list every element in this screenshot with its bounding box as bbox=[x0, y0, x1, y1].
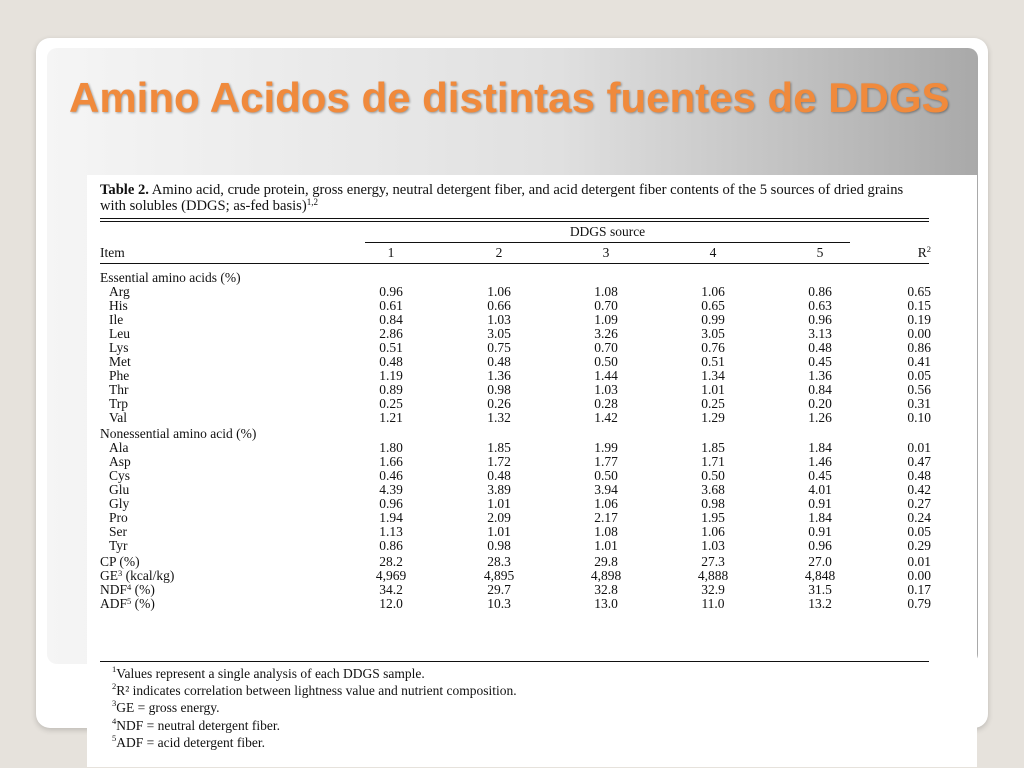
table-row-summary bbox=[100, 569, 929, 583]
table-cell: 0.91 bbox=[808, 524, 832, 539]
table-row bbox=[100, 455, 929, 469]
footnote-marker: 5 bbox=[112, 732, 117, 743]
table-cell: 0.26 bbox=[487, 396, 511, 411]
table-cell: 1.84 bbox=[808, 510, 832, 525]
table-cell: 0.47 bbox=[907, 454, 931, 469]
row-label bbox=[100, 583, 290, 597]
table-cell: 28.3 bbox=[487, 554, 511, 569]
table-cell: 1.71 bbox=[701, 454, 725, 469]
table-cell: 1.99 bbox=[594, 440, 618, 455]
table-cell: 1.84 bbox=[808, 440, 832, 455]
table-cell: 0.48 bbox=[487, 468, 511, 483]
row-label-unit: (%) bbox=[131, 596, 155, 611]
row-label: Tyr bbox=[109, 538, 128, 553]
table-cell: 1.36 bbox=[808, 368, 832, 383]
footnote bbox=[112, 665, 932, 682]
row-label: Phe bbox=[109, 368, 130, 383]
table-row bbox=[100, 299, 929, 313]
table-cell: 10.3 bbox=[487, 596, 511, 611]
table-cell: 0.48 bbox=[808, 340, 832, 355]
table-cell: 1.72 bbox=[487, 454, 511, 469]
table-cell: 0.65 bbox=[701, 298, 725, 313]
row-label: Trp bbox=[109, 396, 129, 411]
table-cell: 0.25 bbox=[379, 396, 403, 411]
header-source-2: 2 bbox=[495, 245, 503, 260]
table-cell: 0.20 bbox=[808, 396, 832, 411]
table-cell: 1.03 bbox=[701, 538, 725, 553]
table-cell: 0.98 bbox=[701, 496, 725, 511]
table-cell: 0.98 bbox=[487, 538, 511, 553]
table-row bbox=[100, 369, 929, 383]
footnote-marker: 2 bbox=[112, 681, 117, 692]
table-cell: 0.65 bbox=[907, 284, 931, 299]
table-row bbox=[100, 411, 929, 425]
footnote bbox=[112, 717, 932, 734]
row-label: Gly bbox=[109, 496, 130, 511]
table-cell: 0.05 bbox=[907, 524, 931, 539]
table-cell: 1.06 bbox=[594, 496, 618, 511]
table-cell: 27.3 bbox=[701, 554, 725, 569]
table-footnotes bbox=[112, 665, 932, 751]
table-cell: 4,895 bbox=[483, 568, 515, 583]
table-cell: 0.51 bbox=[701, 354, 725, 369]
table-cell: 0.00 bbox=[907, 326, 931, 341]
table-cell: 0.45 bbox=[808, 468, 832, 483]
table-cell: 1.21 bbox=[379, 410, 403, 425]
table-cell: 0.31 bbox=[907, 396, 931, 411]
row-label: Ile bbox=[109, 312, 124, 327]
table-row bbox=[100, 511, 929, 525]
table-cell: 0.70 bbox=[594, 298, 618, 313]
table-cell: 1.80 bbox=[379, 440, 403, 455]
row-label: Val bbox=[109, 410, 127, 425]
table-cell: 0.28 bbox=[594, 396, 618, 411]
table-cell: 0.63 bbox=[808, 298, 832, 313]
table-cell: 0.56 bbox=[907, 382, 931, 397]
table-cell: 0.48 bbox=[907, 468, 931, 483]
table-cell: 0.84 bbox=[808, 382, 832, 397]
table-cell: 13.0 bbox=[594, 596, 618, 611]
table-cell: 0.29 bbox=[907, 538, 931, 553]
section-essential-label: Essential amino acids (%) bbox=[100, 270, 241, 285]
table-cell: 0.19 bbox=[907, 312, 931, 327]
table-cell: 1.01 bbox=[487, 496, 511, 511]
table-cell: 3.26 bbox=[594, 326, 618, 341]
table-cell: 1.13 bbox=[379, 524, 403, 539]
table-cell: 12.0 bbox=[379, 596, 403, 611]
ddgs-source-spanner: DDGS source bbox=[569, 224, 646, 239]
table-cell: 0.86 bbox=[379, 538, 403, 553]
table-caption-sup: 1,2 bbox=[306, 197, 318, 207]
footnote-text: GE = gross energy. bbox=[116, 700, 220, 716]
spanner-rule bbox=[365, 242, 850, 243]
table-cell: 0.98 bbox=[487, 382, 511, 397]
row-label-text: NDF bbox=[100, 582, 128, 597]
table-cell: 1.66 bbox=[379, 454, 403, 469]
table-cell: 1.08 bbox=[594, 524, 618, 539]
table-cell: 0.00 bbox=[907, 568, 931, 583]
table-row-summary bbox=[100, 583, 929, 597]
table-cell: 2.09 bbox=[487, 510, 511, 525]
slide-title: Amino Acidos de distintas fuentes de DDGS bbox=[69, 74, 950, 121]
table-cell: 1.06 bbox=[701, 284, 725, 299]
table-cell: 0.89 bbox=[379, 382, 403, 397]
row-label: Met bbox=[109, 354, 131, 369]
table-cell: 0.17 bbox=[907, 582, 931, 597]
table-cell: 1.06 bbox=[487, 284, 511, 299]
footnote-marker: 1 bbox=[112, 664, 117, 674]
table-row bbox=[100, 497, 929, 511]
table-cell: 1.19 bbox=[379, 368, 403, 383]
table-cell: 3.68 bbox=[701, 482, 725, 497]
row-label: Leu bbox=[109, 326, 130, 341]
table-cell: 1.34 bbox=[701, 368, 725, 383]
table-cell: 28.2 bbox=[379, 554, 403, 569]
table-cell: 0.48 bbox=[379, 354, 403, 369]
row-label-unit: (kcal/kg) bbox=[122, 568, 175, 583]
table-cell: 4.01 bbox=[808, 482, 832, 497]
section-nonessential-label: Nonessential amino acid (%) bbox=[100, 426, 257, 441]
table-cell: 29.7 bbox=[487, 582, 511, 597]
row-label: Asp bbox=[109, 454, 131, 469]
row-label: Ser bbox=[109, 524, 127, 539]
table-row-summary bbox=[100, 555, 929, 569]
table-cell: 1.06 bbox=[701, 524, 725, 539]
table-row bbox=[100, 285, 929, 299]
table-cell: 1.01 bbox=[594, 538, 618, 553]
table-row bbox=[100, 469, 929, 483]
table-cell: 31.5 bbox=[808, 582, 832, 597]
table-cell: 1.03 bbox=[594, 382, 618, 397]
table-caption-label: Table 2. bbox=[100, 182, 149, 198]
table-cell: 4,969 bbox=[375, 568, 407, 583]
table-cell: 0.79 bbox=[907, 596, 931, 611]
header-r2-label: R bbox=[917, 245, 927, 260]
row-label: Cys bbox=[109, 468, 131, 483]
table-cell: 3.89 bbox=[487, 482, 511, 497]
table-row bbox=[100, 483, 929, 497]
table-cell: 0.50 bbox=[594, 468, 618, 483]
footnote-text: ADF = acid detergent fiber. bbox=[116, 734, 265, 750]
footnote-text: Values represent a single analysis of each DDGS sample. bbox=[116, 666, 425, 681]
table-cell: 0.05 bbox=[907, 368, 931, 383]
header-r2-sup: 2 bbox=[926, 244, 931, 254]
table-cell: 1.36 bbox=[487, 368, 511, 383]
table-cell: 0.41 bbox=[907, 354, 931, 369]
table-top-rule-2 bbox=[100, 221, 929, 222]
row-label: Arg bbox=[109, 284, 130, 299]
header-source-1: 1 bbox=[387, 245, 395, 260]
row-label-text: CP (%) bbox=[100, 554, 140, 569]
header-item: Item bbox=[100, 245, 125, 260]
table-cell: 2.17 bbox=[594, 510, 618, 525]
table-cell: 3.05 bbox=[701, 326, 725, 341]
table-row bbox=[100, 341, 929, 355]
table-cell: 0.66 bbox=[487, 298, 511, 313]
table-top-rule bbox=[100, 218, 929, 219]
table-row bbox=[100, 383, 929, 397]
table-cell: 0.10 bbox=[907, 410, 931, 425]
footnote-text: NDF = neutral detergent fiber. bbox=[116, 717, 280, 733]
table-cell: 1.29 bbox=[701, 410, 725, 425]
table-cell: 1.26 bbox=[808, 410, 832, 425]
table-cell: 29.8 bbox=[594, 554, 618, 569]
table-cell: 0.96 bbox=[379, 284, 403, 299]
table-cell: 0.51 bbox=[379, 340, 403, 355]
slide bbox=[36, 38, 988, 750]
table-cell: 2.86 bbox=[379, 326, 403, 341]
table-cell: 1.85 bbox=[487, 440, 511, 455]
table-row bbox=[100, 441, 929, 455]
table-cell: 0.46 bbox=[379, 468, 403, 483]
footnote-text: R² indicates correlation between lightness value and nutrient composition. bbox=[116, 683, 517, 699]
section-essential bbox=[100, 271, 929, 285]
table-caption-text: Amino acid, crude protein, gross energy, neutral detergent fiber, and acid detergent fiber contents of the 5 sources of dried grains with solubles (DDGS; as-fed basis) bbox=[100, 182, 904, 214]
row-label: Pro bbox=[109, 510, 128, 525]
table-cell: 4,848 bbox=[804, 568, 836, 583]
table-cell: 1.08 bbox=[594, 284, 618, 299]
row-label-unit: (%) bbox=[131, 582, 155, 597]
table-cell: 1.32 bbox=[487, 410, 511, 425]
table-cell: 0.86 bbox=[907, 340, 931, 355]
table-cell: 3.05 bbox=[487, 326, 511, 341]
table-cell: 1.95 bbox=[701, 510, 725, 525]
table-header-rule bbox=[100, 263, 929, 264]
table-cell: 1.01 bbox=[701, 382, 725, 397]
table-cell: 0.91 bbox=[808, 496, 832, 511]
table-cell: 0.50 bbox=[594, 354, 618, 369]
table-cell: 11.0 bbox=[701, 596, 725, 611]
row-label-sup: 5 bbox=[127, 596, 132, 606]
table-cell: 0.01 bbox=[907, 554, 931, 569]
table-cell: 0.86 bbox=[808, 284, 832, 299]
table-cell: 0.96 bbox=[808, 312, 832, 327]
table-cell: 0.75 bbox=[487, 340, 511, 355]
header-source-3: 3 bbox=[602, 245, 610, 260]
table-cell: 1.44 bbox=[594, 368, 618, 383]
table-header-row bbox=[100, 245, 929, 261]
table-cell: 0.45 bbox=[808, 354, 832, 369]
table-row bbox=[100, 355, 929, 369]
table-cell: 1.42 bbox=[594, 410, 618, 425]
table-cell: 0.96 bbox=[808, 538, 832, 553]
table-cell: 0.01 bbox=[907, 440, 931, 455]
row-label: Lys bbox=[109, 340, 129, 355]
table-cell: 0.61 bbox=[379, 298, 403, 313]
section-nonessential bbox=[100, 427, 929, 441]
table-cell: 1.85 bbox=[701, 440, 725, 455]
table-cell: 27.0 bbox=[808, 554, 832, 569]
table-cell: 13.2 bbox=[808, 596, 832, 611]
row-label-text: GE bbox=[100, 568, 118, 583]
table-cell: 0.27 bbox=[907, 496, 931, 511]
table-cell: 0.96 bbox=[379, 496, 403, 511]
table-cell: 1.09 bbox=[594, 312, 618, 327]
table-row bbox=[100, 397, 929, 411]
row-label: Ala bbox=[109, 440, 129, 455]
row-label bbox=[100, 569, 290, 583]
header-source-4: 4 bbox=[709, 245, 717, 260]
row-label-text: ADF bbox=[100, 596, 128, 611]
table-row bbox=[100, 327, 929, 341]
footnote-marker: 4 bbox=[112, 715, 117, 726]
header-r2 bbox=[875, 245, 931, 261]
table-row bbox=[100, 313, 929, 327]
table-cell: 1.03 bbox=[487, 312, 511, 327]
row-label-sup: 3 bbox=[118, 568, 123, 578]
table-cell: 32.9 bbox=[701, 582, 725, 597]
table-cell: 0.84 bbox=[379, 312, 403, 327]
table-cell: 1.77 bbox=[594, 454, 618, 469]
table-cell: 0.42 bbox=[907, 482, 931, 497]
table-cell: 0.25 bbox=[701, 396, 725, 411]
table-row bbox=[100, 539, 929, 553]
table-cell: 0.48 bbox=[487, 354, 511, 369]
row-label: His bbox=[109, 298, 128, 313]
table-cell: 0.76 bbox=[701, 340, 725, 355]
row-label bbox=[100, 555, 290, 569]
footnote bbox=[112, 682, 932, 699]
table-cell: 0.99 bbox=[701, 312, 725, 327]
table-cell: 1.01 bbox=[487, 524, 511, 539]
table-cell: 34.2 bbox=[379, 582, 403, 597]
table-cell: 4,888 bbox=[697, 568, 729, 583]
table-cell: 4,898 bbox=[590, 568, 622, 583]
table-cell: 3.13 bbox=[808, 326, 832, 341]
table-cell: 1.46 bbox=[808, 454, 832, 469]
footnote bbox=[112, 699, 932, 716]
footnote-marker: 3 bbox=[112, 698, 117, 709]
table-cell: 0.50 bbox=[701, 468, 725, 483]
header-source-5: 5 bbox=[816, 245, 824, 260]
table-bottom-rule bbox=[100, 661, 929, 662]
table-cell: 0.70 bbox=[594, 340, 618, 355]
table-cell: 0.24 bbox=[907, 510, 931, 525]
table-row bbox=[100, 525, 929, 539]
table-cell: 1.94 bbox=[379, 510, 403, 525]
row-label-sup: 4 bbox=[127, 582, 132, 592]
table-image bbox=[87, 175, 977, 767]
footnote bbox=[112, 734, 932, 751]
row-label bbox=[100, 597, 290, 611]
table-caption bbox=[100, 182, 930, 214]
row-label: Thr bbox=[109, 382, 129, 397]
table-cell: 0.15 bbox=[907, 298, 931, 313]
table-cell: 3.94 bbox=[594, 482, 618, 497]
table-row-summary bbox=[100, 597, 929, 611]
table-cell: 4.39 bbox=[379, 482, 403, 497]
table-cell: 32.8 bbox=[594, 582, 618, 597]
row-label: Glu bbox=[109, 482, 130, 497]
